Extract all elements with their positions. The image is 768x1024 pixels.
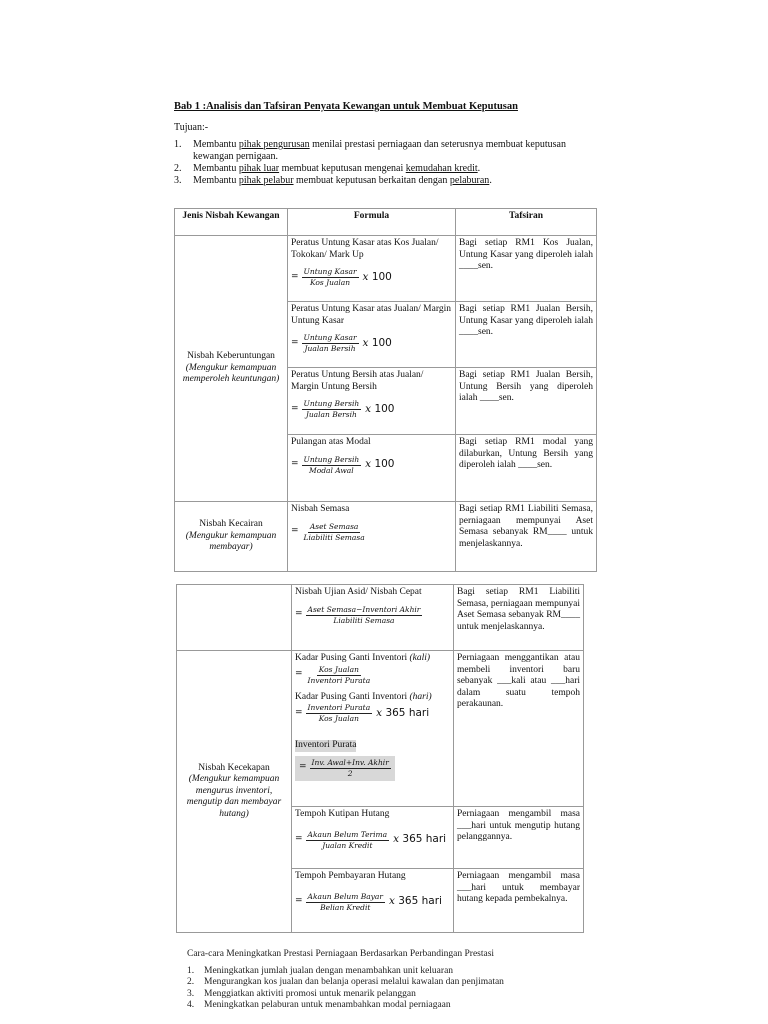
- denominator: Jualan Bersih: [305, 410, 357, 419]
- formula-title: Tempoh Kutipan Hutang: [295, 809, 390, 819]
- formula-title: [295, 653, 450, 665]
- objective-keyword: pelaburan: [449, 175, 490, 186]
- formula: [291, 399, 452, 420]
- list-item: [187, 1000, 504, 1011]
- objective-text: membuat keputusan berkaitan dengan: [293, 175, 450, 186]
- multiplier-value: 100: [374, 458, 395, 471]
- multiplier: [363, 338, 392, 350]
- tujuan-label: Tujuan:-: [174, 122, 209, 133]
- formula-cell: [292, 869, 454, 933]
- header-formula: Formula: [288, 209, 456, 236]
- times-sign: x: [393, 833, 400, 846]
- numerator: Aset Semasa: [309, 521, 359, 531]
- times-sign: x: [388, 895, 395, 908]
- formula-title: Pulangan atas Modal: [291, 437, 371, 447]
- fraction: [302, 455, 362, 476]
- times-sign: x: [362, 336, 369, 349]
- formula-cell: [288, 435, 456, 502]
- multiplier-value: 365 hari: [398, 895, 442, 908]
- tafsiran-cell: Bagi setiap RM1 Kos Jualan, Untung Kasar yang diperoleh ialah ____sen.: [456, 236, 597, 302]
- objective-item: [174, 139, 604, 163]
- item-text: Mengurangkan kos jualan dan belanja operasi melalui kawalan dan penjimatan: [204, 977, 504, 988]
- header-jenis: Jenis Nisbah Kewangan: [175, 209, 288, 236]
- fraction: [306, 892, 385, 913]
- fraction: [306, 830, 390, 851]
- category-description: (Mengukur kemampuan mengurus inventori, mengutip dan membayar hutang): [186, 774, 282, 819]
- equals-sign: =: [295, 834, 303, 845]
- tafsiran-cell: Bagi setiap RM1 Jualan Bersih, Untung Bersih yang diperoleh ialah ____sen.: [456, 368, 597, 435]
- formula-cell: [288, 236, 456, 302]
- objective-text: Membantu: [193, 163, 239, 174]
- formula-title: Inventori Purata: [295, 740, 357, 750]
- denominator: Liabiliti Semasa: [303, 532, 365, 542]
- title-text: Kadar Pusing Ganti Inventori: [295, 691, 410, 702]
- category-description: (Mengukur kemampuan membayar): [185, 530, 277, 553]
- tafsiran-cell: Perniagaan mengambil masa ___hari untuk mengutip hutang pelanggannya.: [454, 807, 584, 869]
- formula: [291, 333, 452, 354]
- fraction: [302, 267, 359, 288]
- formula-cell: [292, 651, 454, 807]
- formula-title: Peratus Untung Kasar atas Kos Jualan/ Tokokan/ Mark Up: [291, 238, 439, 260]
- title-text: Kadar Pusing Ganti Inventori: [295, 653, 410, 663]
- objective-text: Membantu: [193, 139, 239, 150]
- item-text: Menggiatkan aktiviti promosi untuk menarik pelanggan: [204, 988, 416, 999]
- denominator: Modal Awal: [309, 465, 354, 475]
- tafsiran-cell: Perniagaan mengambil masa ___hari untuk membayar hutang kepada pembekalnya.: [454, 869, 584, 933]
- formula: [291, 455, 452, 476]
- objective-keyword: pihak pengurusan: [238, 139, 310, 150]
- fraction: [310, 758, 391, 779]
- header-tafsiran: Tafsiran: [456, 209, 597, 236]
- item-number: 3.: [187, 988, 195, 999]
- times-sign: x: [362, 270, 369, 283]
- title-unit: (kali): [409, 653, 431, 663]
- denominator: Belian Kredit: [320, 902, 371, 912]
- category-keuntungan: [175, 236, 288, 502]
- objective-item: [174, 175, 604, 187]
- tafsiran-cell: Bagi setiap RM1 modal yang dilaburkan, Untung Bersih yang diperoleh ialah ____sen.: [456, 435, 597, 502]
- formula-title: Tempoh Pembayaran Hutang: [295, 871, 406, 881]
- objective-text: membuat keputusan mengenai: [279, 163, 406, 174]
- denominator: Kos Jualan: [309, 278, 351, 287]
- formula-cell: [288, 368, 456, 435]
- denominator: 2: [347, 768, 353, 778]
- ratio-table-2: [176, 584, 584, 933]
- item-number: 2.: [174, 163, 182, 174]
- multiplier: [363, 272, 392, 284]
- multiplier: [365, 459, 394, 471]
- numerator: Inv. Awal+Inv. Akhir: [311, 757, 389, 767]
- title-unit: (hari): [409, 691, 432, 702]
- formula: [295, 665, 450, 686]
- formula-cell: [292, 585, 454, 651]
- denominator: Kos Jualan: [318, 714, 359, 723]
- formula: [295, 605, 450, 626]
- objective-text: .: [489, 175, 492, 186]
- category-name: Nisbah Kecairan: [199, 519, 263, 530]
- multiplier: [393, 834, 446, 846]
- numerator: Kos Jualan: [318, 664, 359, 674]
- cara-title: Cara-cara Meningkatkan Prestasi Perniagaan Berdasarkan Perbandingan Prestasi: [187, 949, 495, 959]
- cara-list: [187, 966, 504, 1011]
- formula-title: Peratus Untung Kasar atas Jualan/ Margin Untung Kasar: [291, 304, 451, 326]
- tafsiran-cell: Perniagaan menggantikan atau membeli inventori baru sebanyak ___kali atau ___hari dalam suatu tempoh perakaunan.: [454, 651, 584, 807]
- numerator: Untung Kasar: [303, 267, 357, 276]
- objective-text: menilai prestasi perniagaan dan seterusnya membuat keputusan kewangan pernigaan.: [193, 139, 566, 162]
- category-kecairan: [175, 502, 288, 572]
- times-sign: x: [376, 706, 383, 719]
- formula: [295, 892, 450, 913]
- fraction: [302, 333, 359, 354]
- multiplier: [376, 708, 429, 720]
- item-number: 4.: [187, 999, 195, 1010]
- tafsiran-cell: Bagi setiap RM1 Jualan Bersih, Untung Kasar yang diperoleh ialah ____sen.: [456, 302, 597, 368]
- fraction: [302, 522, 367, 543]
- formula-cell: [288, 502, 456, 572]
- formula: [291, 522, 452, 543]
- objectives-list: [174, 139, 604, 187]
- category-kecekapan: [177, 651, 292, 933]
- formula: [291, 267, 452, 288]
- equals-sign: =: [295, 609, 303, 620]
- equals-sign: =: [291, 459, 299, 470]
- equals-sign: =: [299, 762, 307, 773]
- numerator: Inventori Purata: [307, 703, 371, 712]
- numerator: Untung Bersih: [303, 454, 360, 464]
- formula-cell: [292, 807, 454, 869]
- numerator: Aset Semasa−Inventori Akhir: [307, 604, 421, 614]
- formula: [295, 756, 450, 781]
- multiplier-value: 365 hari: [402, 833, 447, 846]
- formula: [295, 703, 450, 724]
- item-number: 1.: [187, 966, 195, 976]
- equals-sign: =: [291, 271, 299, 282]
- fraction: [306, 703, 373, 724]
- numerator: Untung Kasar: [303, 333, 357, 342]
- times-sign: x: [365, 402, 372, 415]
- item-number: 2.: [187, 977, 195, 988]
- category-description: (Mengukur kemampuan memperoleh keuntungan): [182, 362, 280, 385]
- denominator: Liabiliti Semasa: [333, 615, 395, 625]
- multiplier-value: 365 hari: [385, 706, 430, 719]
- formula-title: Nisbah Semasa: [291, 504, 350, 514]
- denominator: Inventori Purata: [307, 675, 371, 685]
- numerator: Untung Bersih: [303, 399, 360, 408]
- list-item: [187, 966, 504, 977]
- fraction: [306, 605, 423, 626]
- empty-category-cell: [177, 585, 292, 651]
- formula-title: Nisbah Ujian Asid/ Nisbah Cepat: [295, 587, 422, 597]
- formula: [295, 830, 450, 851]
- fraction: [306, 665, 373, 686]
- multiplier-value: 100: [371, 336, 392, 349]
- equals-sign: =: [295, 896, 303, 907]
- multiplier-value: 100: [374, 402, 395, 415]
- equals-sign: =: [291, 526, 299, 537]
- list-item: [187, 989, 504, 1000]
- tafsiran-cell: Bagi setiap RM1 Liabiliti Semasa, perniagaan mempunyai Aset Semasa sebanyak RM____ untuk menjelaskannya.: [454, 585, 584, 651]
- numerator: Akaun Belum Terima: [307, 829, 388, 839]
- formula-title: [295, 692, 450, 704]
- multiplier: [389, 896, 442, 908]
- objective-keyword: kemudahan kredit: [405, 163, 478, 174]
- formula-title: Peratus Untung Bersih atas Jualan/ Margin Untung Bersih: [291, 370, 424, 392]
- item-number: 3.: [174, 175, 182, 186]
- equals-sign: =: [295, 669, 303, 680]
- denominator: Jualan Kredit: [322, 840, 373, 850]
- equals-sign: =: [291, 403, 299, 414]
- numerator: Akaun Belum Bayar: [307, 891, 383, 901]
- formula-cell: [288, 302, 456, 368]
- tafsiran-cell: Bagi setiap RM1 Liabiliti Semasa, perniagaan mempunyai Aset Semasa sebanyak RM____ untuk menjelaskannya.: [456, 502, 597, 572]
- item-number: 1.: [174, 139, 182, 150]
- highlighted-formula: [295, 756, 395, 781]
- denominator: Jualan Bersih: [304, 344, 356, 353]
- objective-item: [174, 163, 604, 175]
- category-name: Nisbah Kecekapan: [198, 762, 270, 773]
- fraction: [302, 399, 362, 420]
- objective-text: .: [477, 163, 481, 174]
- objective-keyword: pihak pelabur: [238, 175, 294, 186]
- multiplier: [365, 404, 394, 416]
- item-text: Meningkatkan pelaburan untuk menambahkan modal perniagaan: [204, 999, 451, 1010]
- equals-sign: =: [295, 707, 303, 718]
- multiplier-value: 100: [371, 270, 392, 283]
- equals-sign: =: [291, 337, 299, 348]
- objective-text: Membantu: [193, 175, 239, 186]
- times-sign: x: [365, 458, 372, 471]
- category-name: Nisbah Keberuntungan: [187, 351, 275, 362]
- item-text: Meningkatkan jumlah jualan dengan menambahkan unit keluaran: [204, 966, 454, 976]
- ratio-table-1: [174, 208, 597, 572]
- list-item: [187, 977, 504, 988]
- objective-keyword: pihak luar: [238, 163, 280, 174]
- page-heading: Bab 1 :Analisis dan Tafsiran Penyata Kewangan untuk Membuat Keputusan: [174, 101, 518, 112]
